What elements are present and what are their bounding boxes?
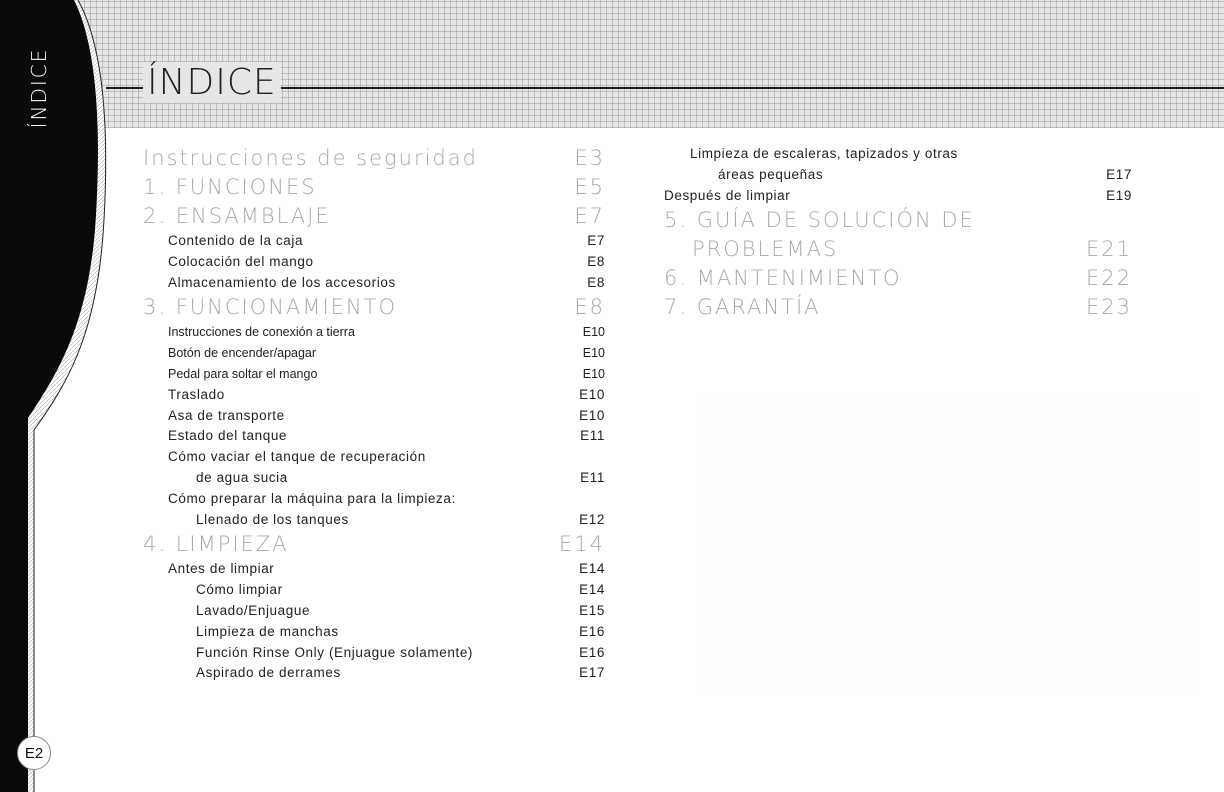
toc-entry-funcionamiento[interactable]: 3. FUNCIONAMIENTO E8 (143, 295, 605, 320)
toc-entry-vaciar-line2[interactable]: de agua sucia E11 (196, 469, 605, 485)
toc-entry-traslado[interactable]: Traslado E10 (168, 386, 605, 402)
toc-entry-ensamblaje[interactable]: 2. ENSAMBLAJE E7 (143, 204, 605, 228)
toc-entry-conexion[interactable]: Instrucciones de conexión a tierra E10 (168, 325, 605, 340)
toc-entry-limpieza[interactable]: 4. LIMPIEZA E14 (143, 532, 605, 557)
side-tab-shape (0, 0, 130, 792)
toc-entry-guia-line1[interactable]: 5. GUÍA DE SOLUCIÓN DE (664, 208, 975, 233)
toc-entry-boton[interactable]: Botón de encender/apagar E10 (168, 346, 605, 361)
toc-entry-como-limpiar[interactable]: Cómo limpiar E14 (196, 582, 605, 598)
toc-right-column (664, 144, 1132, 322)
toc-entry-aspirado[interactable]: Aspirado de derrames E17 (196, 665, 605, 681)
toc-entry-vaciar-line1[interactable]: Cómo vaciar el tanque de recuperación (168, 449, 426, 465)
toc-entry-funciones[interactable]: 1. FUNCIONES E5 (143, 175, 605, 199)
toc-entry-lavado[interactable]: Lavado/Enjuague E15 (196, 602, 605, 618)
toc-entry-antes[interactable]: Antes de limpiar E14 (168, 561, 605, 577)
background-dot-texture (700, 390, 1200, 690)
toc-entry-asa[interactable]: Asa de transporte E10 (168, 407, 605, 423)
page-number-badge: E2 (17, 736, 51, 770)
toc-entry-colocacion[interactable]: Colocación del mango E8 (168, 253, 605, 269)
toc-entry-garantia[interactable]: 7. GARANTÍA E23 (664, 295, 1132, 320)
toc-left-column (143, 144, 605, 684)
page-title: ÍNDICE (143, 62, 281, 103)
toc-entry-guia-line2[interactable]: PROBLEMAS E21 (692, 237, 1132, 262)
toc-entry-safety[interactable]: Instrucciones de seguridad E3 (143, 146, 605, 170)
toc-entry-estado[interactable]: Estado del tanque E11 (168, 428, 605, 444)
toc-entry-manchas[interactable]: Limpieza de manchas E16 (196, 623, 605, 639)
toc-entry-preparar-line1[interactable]: Cómo preparar la máquina para la limpieza: (168, 490, 456, 506)
toc-entry-escaleras-line2[interactable]: áreas pequeñas E17 (718, 166, 1132, 182)
toc-entry-escaleras-line1[interactable]: Limpieza de escaleras, tapizados y otras (690, 146, 958, 161)
toc-entry-contenido[interactable]: Contenido de la caja E7 (168, 233, 605, 248)
toc-entry-despues[interactable]: Después de limpiar E19 (664, 187, 1132, 203)
toc-entry-pedal[interactable]: Pedal para soltar el mango E10 (168, 366, 605, 381)
toc-entry-rinse[interactable]: Función Rinse Only (Enjuague solamente) E16 (196, 644, 605, 660)
toc-entry-almacenamiento[interactable]: Almacenamiento de los accesorios E8 (168, 274, 605, 290)
toc-entry-llenado[interactable]: Llenado de los tanques E12 (196, 511, 605, 527)
toc-entry-mantenimiento[interactable]: 6. MANTENIMIENTO E22 (664, 266, 1132, 291)
side-tab-label: ÍNDICE (27, 47, 51, 129)
